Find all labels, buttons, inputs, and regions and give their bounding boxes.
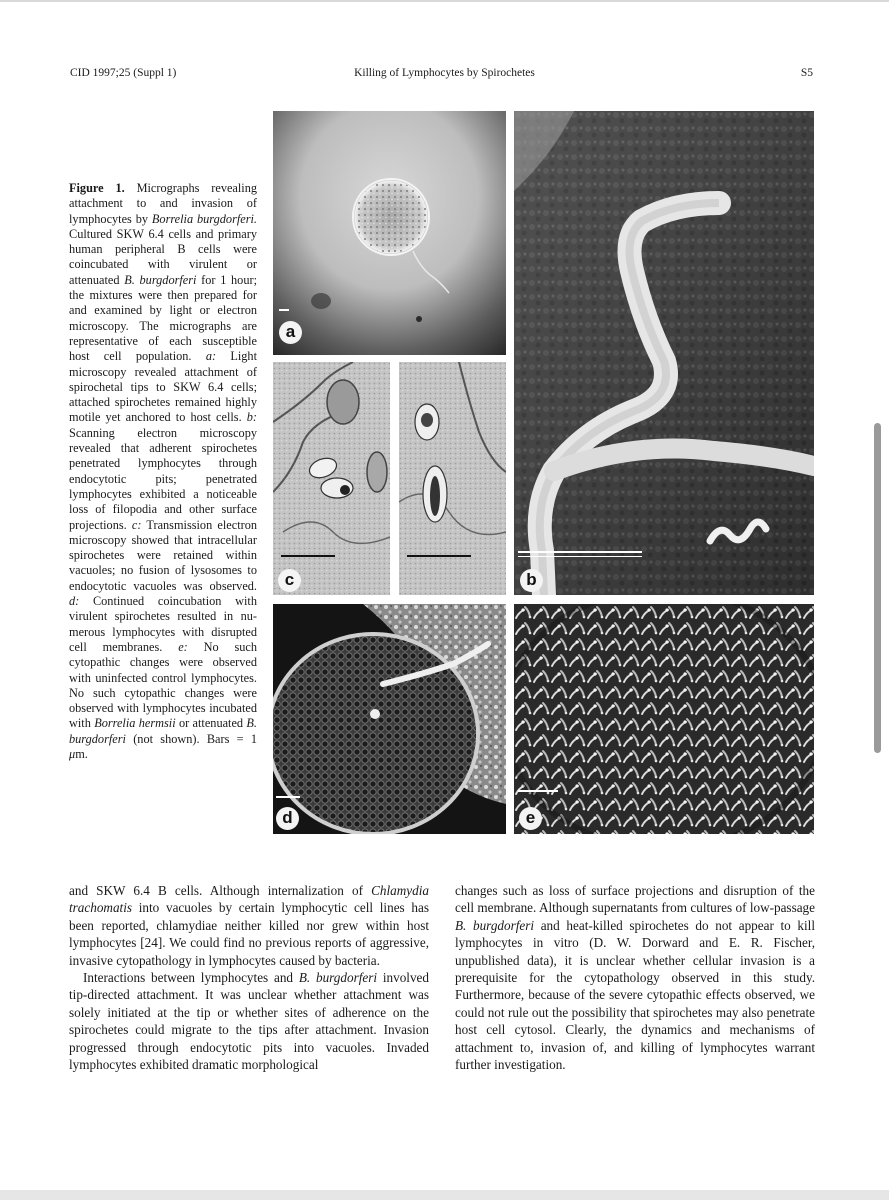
micrograph-panel-b <box>514 111 814 595</box>
caption-italic: e: <box>178 639 188 654</box>
vertical-scrollbar[interactable] <box>874 423 881 753</box>
body-text: involved tip-directed attachment. It was unclear whether attachment was solely initiated at the tip or whether sites of adherence on the spirochetes could migrate to the tips after attachment. Invasion progressed through endocytotic pits into vacuoles. Invaded lymphocytes exhibited dramatic morphological <box>69 970 429 1073</box>
disrupted-cell-sem-image <box>273 604 506 834</box>
caption-text: or attenuated <box>175 716 247 731</box>
body-italic: Chlamydia trachomatis <box>69 883 429 916</box>
top-rule <box>0 0 889 2</box>
page-number: S5 <box>800 67 813 79</box>
running-header-journal: CID 1997;25 (Suppl 1) <box>70 67 177 79</box>
body-text: into vacuoles by certain lymphocytic cell lines has been reported, chlamydiae neither killed nor grew within host lymphocytes [24]. We could find no previous reports of aggressive, invasive cytopathology in lymphocytes caused by bacteria. <box>69 900 429 968</box>
panel-label-d: d <box>276 807 299 830</box>
paragraph <box>455 882 815 1073</box>
caption-text: Cultured SKW 6.4 cells and primary human peripheral B cells were coincubated with virulent or attenuated <box>69 226 257 287</box>
body-text: Interactions between lymphocytes and <box>83 970 299 986</box>
caption-italic: B. burgdorferi <box>124 272 197 287</box>
caption-text: for 1 hour; the mixtures were then prepared for and examined by light or electron microscopy. The micrographs are representative of each susceptible host cell population. <box>69 272 257 364</box>
light-micrograph-image <box>273 111 506 355</box>
bottom-edge-bar <box>0 1190 889 1200</box>
caption-text: Continued coincubation with virulent spirochetes resulted in numerous lymphocytes with disrupted cell membranes. <box>69 594 257 654</box>
panel-label-e: e <box>519 807 542 830</box>
caption-italic: μ <box>69 746 76 761</box>
caption-italic: d: <box>69 594 80 609</box>
micrograph-panel-c-left <box>273 362 390 595</box>
body-italic: B. burgdorferi <box>455 917 535 933</box>
caption-text: Transmission electron microscopy showed that intracellular spirochetes were retained within vacuoles; no fusion of lysosomes to endocytotic vacuoles was observed. <box>69 517 257 593</box>
caption-italic: b: <box>246 410 257 425</box>
caption-text: m. <box>75 746 88 761</box>
body-text: and heat-killed spirochetes do not appear to kill lymphocytes in vitro (D. W. Dorward and E. R. Fischer, unpublished data), it is unclear whether cellular invasion is a prerequisite for the cytopathology observed in this study. Furthermore, because of the severe cytopathic effects observed, we could not rule out the possibility that spirochetes may also penetrate host cell cytosol. Clearly, the dynamics and mechanisms of attachment to, invasion of, and killing of lymphocytes warrant further investigation. <box>455 917 815 1073</box>
micrograph-panel-d <box>273 604 506 834</box>
panel-label-a: a <box>279 321 302 344</box>
caption-text: Scanning electron microscopy revealed that adherent spirochetes penetrated lymphocytes through endocytotic pits; penetrated lymphocytes exhibited a noticeable loss of filopodia and other surface projections. <box>69 425 257 532</box>
body-text-left-column <box>69 882 429 1073</box>
caption-italic: B. burgdorferi <box>69 716 257 746</box>
caption-text: Light microscopy revealed attachment of spirochetal tips to SKW 6.4 cells; attached spirochetes remained highly motile yet anchored to host cells. <box>69 349 257 425</box>
paragraph <box>69 882 429 969</box>
caption-text: Micrographs revealing attachment to and invasion of lymphocytes by <box>69 181 258 226</box>
caption-italic: a: <box>205 349 217 364</box>
caption-text: (not shown). Bars = 1 <box>125 731 257 746</box>
figure-label: Figure 1. <box>69 181 125 195</box>
caption-italic: Borrelia hermsii <box>94 716 176 731</box>
figure-caption <box>69 181 257 762</box>
body-text: and SKW 6.4 B cells. Although internalization of <box>69 883 372 898</box>
caption-italic: c: <box>131 517 142 532</box>
panel-label-b: b <box>520 569 543 592</box>
paragraph <box>69 969 429 1073</box>
micrograph-panel-c-right <box>399 362 506 595</box>
body-text: changes such as loss of surface projections and disruption of the cell membrane. Although supernatants from cultures of low-passage <box>455 883 815 916</box>
transmission-em-image-left <box>273 362 390 595</box>
caption-text: No such cytopathic changes were observed with uninfected control lymphocytes. No such cytopathic changes were observed with lymphocytes incubated with <box>69 639 257 731</box>
micrograph-panel-e <box>514 604 814 834</box>
running-header-title: Killing of Lymphocytes by Spirochetes <box>354 67 535 79</box>
transmission-em-image-right <box>399 362 506 595</box>
body-text-right-column <box>455 882 815 1073</box>
body-italic: B. burgdorferi <box>298 970 378 986</box>
panel-label-c: c <box>278 569 301 592</box>
scanning-em-image <box>514 111 814 595</box>
control-cell-sem-image <box>514 604 814 834</box>
caption-italic: Borrelia burgdorferi. <box>151 211 258 226</box>
micrograph-panel-a <box>273 111 506 355</box>
